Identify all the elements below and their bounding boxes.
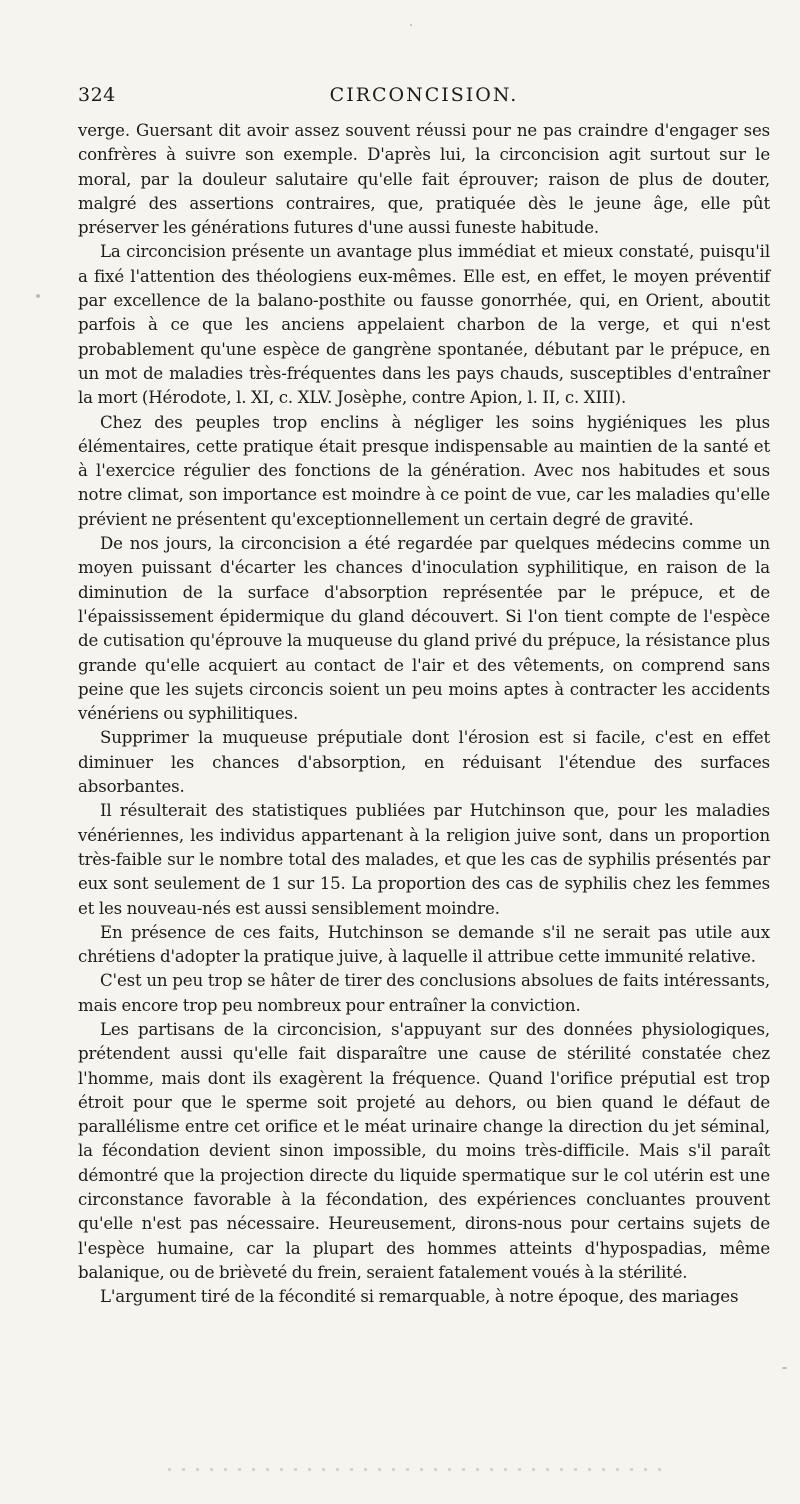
paragraph-6: Il résulterait des statistiques publiées par Hutchinson que, pour les maladies vénériennes, les individus appartenant à la religion juive sont, dans un proportion très-faible sur le nombre total des malades, et que les cas de syphilis présentés par eux sont seulement de 1 sur 15. La proportion des cas de syphilis chez les femmes et les nouveau-nés est aussi sensiblement moindre. bbox=[78, 801, 770, 918]
paragraph-7: En présence de ces faits, Hutchinson se demande s'il ne serait pas utile aux chrétiens d'adopter la pratique juive, à laquelle il attribue cette immunité relative. bbox=[78, 922, 770, 967]
paragraph-2: La circoncision présente un avantage plus immédiat et mieux constaté, puisqu'il a fixé l'attention des théologiens eux-mêmes. Elle est, en effet, le moyen préventif par excellence de la balano-posthite ou fausse gonorrhée, qui, en Orient, aboutit parfois à ce que les anciens appelaient charbon de la verge, et qui n'est probablement qu'une espèce de gangrène spontanée, débutant par le prépuce, en un mot de maladies très-fréquentes dans les pays chauds, susceptibles d'entraîner la mort (Hérodote, l. XI, c. XLV. Josèphe, contre Apion, l. II, c. XIII). bbox=[78, 242, 770, 408]
scan-noise bbox=[168, 1468, 668, 1471]
paragraph-10: L'argument tiré de la fécondité si remarquable, à notre époque, des mariages bbox=[100, 1287, 739, 1307]
paragraph-9: Les partisans de la circoncision, s'appuyant sur des données physiologiques, prétendent aussi qu'elle fait disparaître une cause de stérilité constatée chez l'homme, mais dont ils exagèrent la fréquence. Quand l'orifice préputial est trop étroit pour que le sperme soit projeté au dehors, ou bien quand le défaut de parallélisme entre cet orifice et le méat urinaire change la direction du jet séminal, la fécondation devient sinon impossible, du moins très-difficile. Mais s'il paraît démontré que la projection directe du liquide spermatique sur le col utérin est une circonstance favorable à la fécondation, des expériences concluantes prouvent qu'elle n'est pas nécessaire. Heureusement, dirons-nous pour certains sujets de l'espèce humaine, car la plupart des hommes atteints d'hypospadias, même balanique, ou de brièveté du frein, seraient fatalement voués à la stérilité. bbox=[78, 1019, 770, 1282]
page-number: 324 bbox=[78, 84, 116, 106]
paragraph-8: C'est un peu trop se hâter de tirer des conclusions absolues de faits intéressants, mais encore trop peu nombreux pour entraîner la conviction. bbox=[78, 971, 770, 1015]
body-text bbox=[78, 119, 770, 1310]
paper-speck bbox=[410, 24, 412, 26]
paper-speck bbox=[36, 294, 40, 298]
page-header bbox=[78, 84, 770, 114]
running-title: CIRCONCISION. bbox=[329, 84, 519, 106]
paragraph-4: De nos jours, la circoncision a été regardée par quelques médecins comme un moyen puissant d'écarter les chances d'inoculation syphilitique, en raison de la diminution de la surface d'absorption représentée par le prépuce, et de l'épaississement épidermique du gland découvert. Si l'on tient compte de l'espèce de cutisation qu'éprouve la muqueuse du gland privé du prépuce, la résistance plus grande qu'elle acquiert au contact de l'air et des vêtements, on comprend sans peine que les sujets circoncis soient un peu moins aptes à contracter les accidents vénériens ou syphilitiques. bbox=[78, 534, 770, 724]
paragraph-1: verge. Guersant dit avoir assez souvent réussi pour ne pas craindre d'engager ses confrères à suivre son exemple. D'après lui, la circoncision agit surtout sur le moral, par la douleur salutaire qu'elle fait éprouver; raison de plus de douter, malgré des assertions contraires, que, pratiquée dès le jeune âge, elle pût préserver les générations futures d'une aussi funeste habitude. bbox=[78, 121, 770, 238]
paragraph-5: Supprimer la muqueuse préputiale dont l'érosion est si facile, c'est en effet diminuer les chances d'absorption, en réduisant l'étendue des surfaces absorbantes. bbox=[78, 728, 770, 797]
paragraph-3: Chez des peuples trop enclins à négliger les soins hygiéniques les plus élémentaires, cette pratique était presque indispensable au maintien de la santé et à l'exercice régulier des fonctions de la génération. Avec nos habitudes et sous notre climat, son importance est moindre à ce point de vue, car les maladies qu'elle prévient ne présentent qu'exceptionnellement un certain degré de gravité. bbox=[78, 412, 770, 529]
paper-speck bbox=[782, 1367, 787, 1369]
